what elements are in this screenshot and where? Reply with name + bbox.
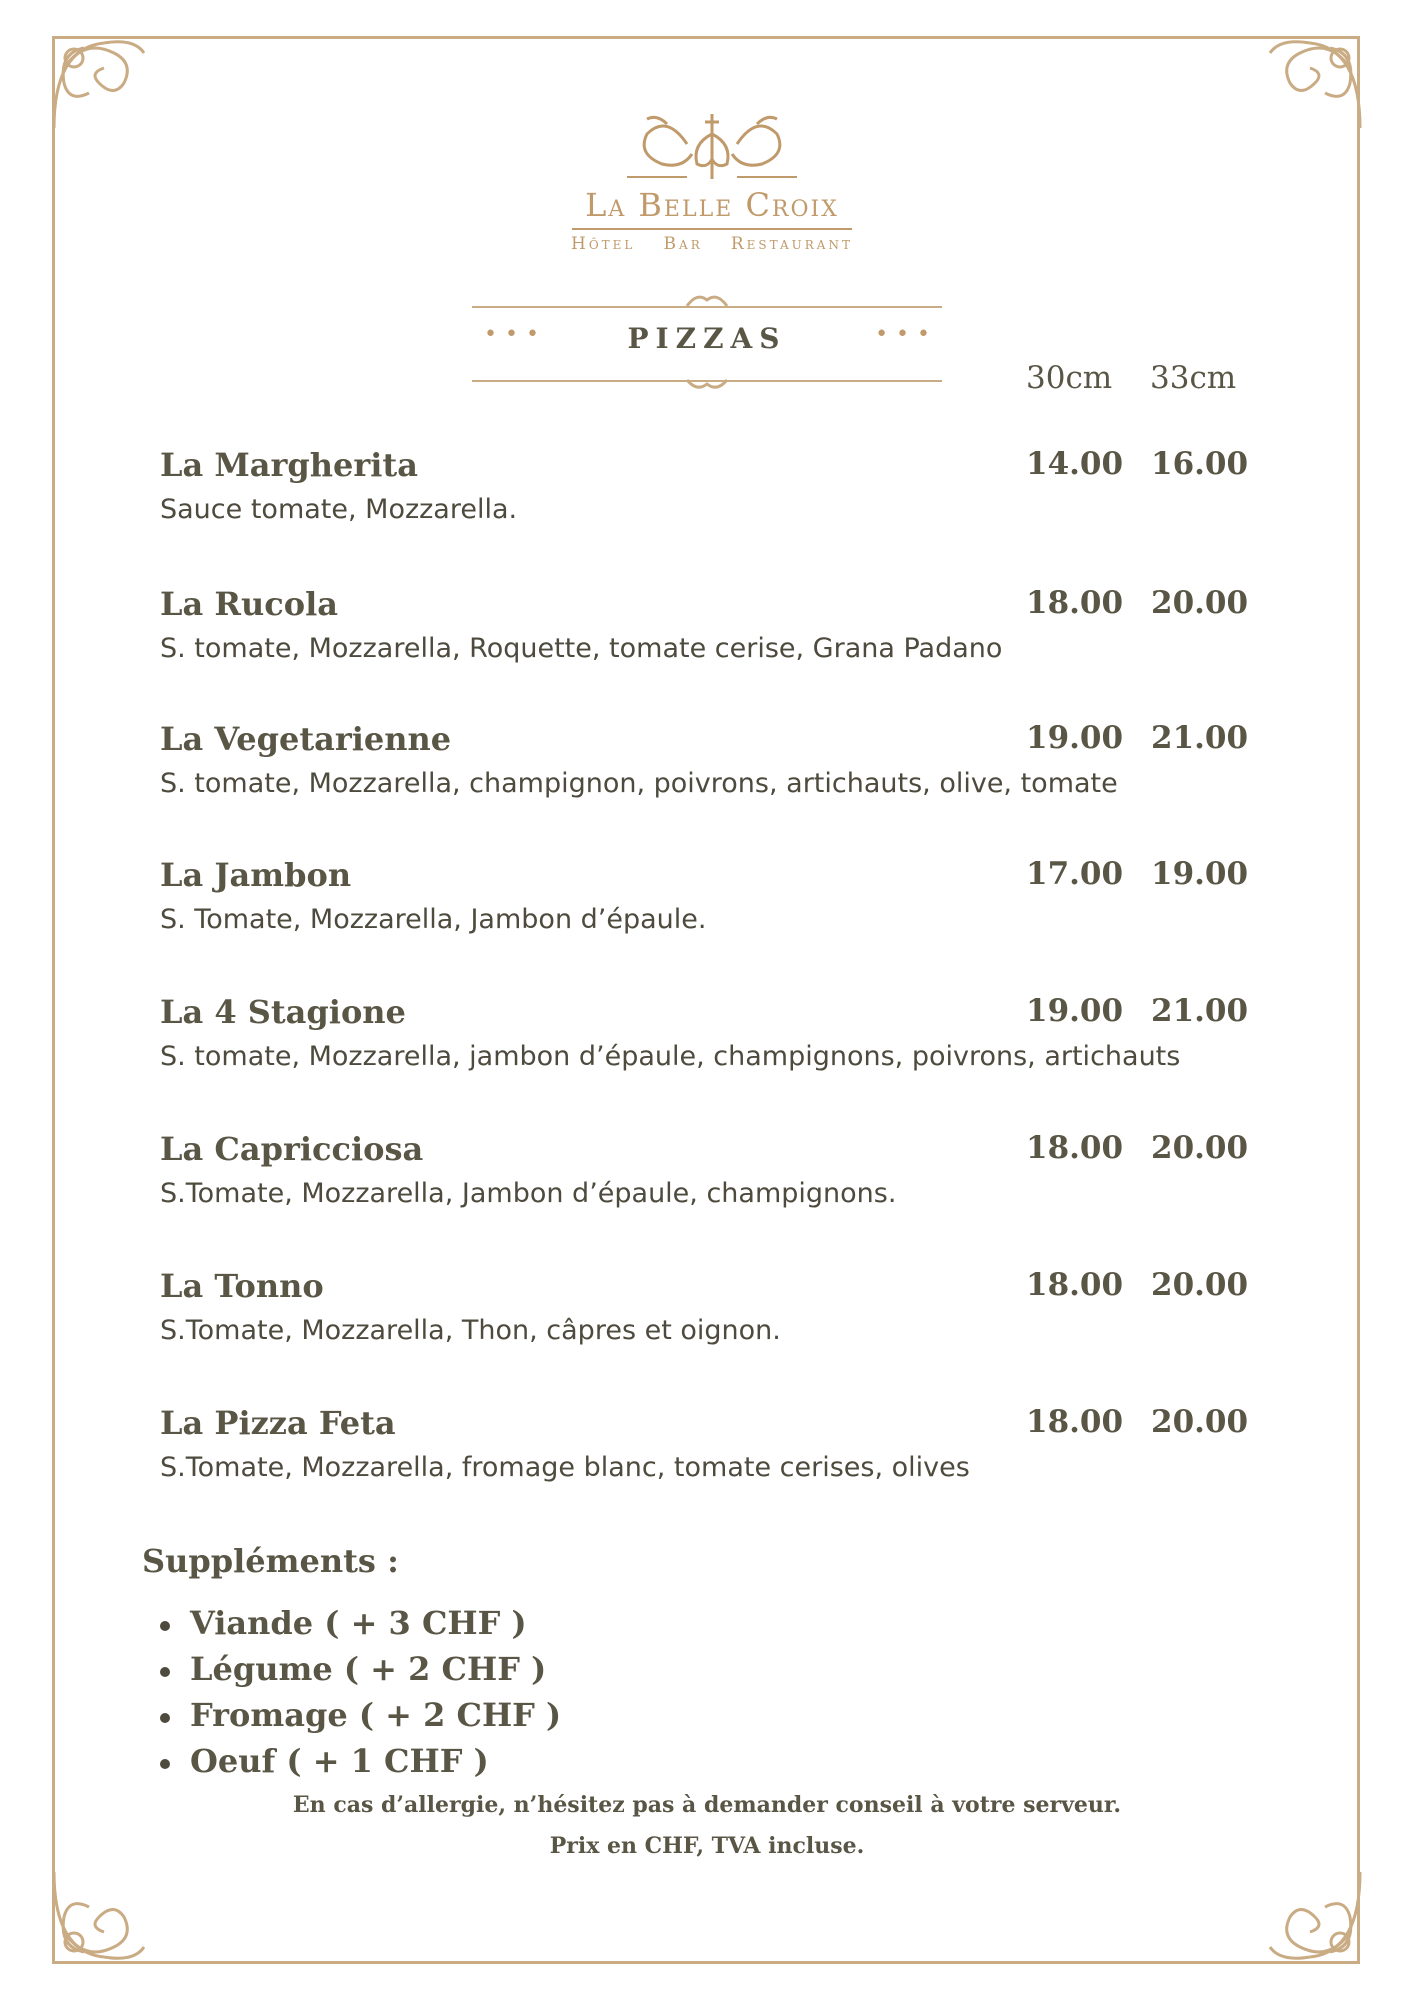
item-description: Sauce tomate, Mozzarella.	[160, 494, 518, 525]
brand-subtitle	[571, 234, 853, 254]
item-name: La Vegetarienne	[160, 720, 452, 758]
item-name: La 4 Stagione	[160, 993, 406, 1031]
supplement-label: Oeuf ( + 1 CHF )	[190, 1742, 489, 1780]
price-33: 19.00	[1151, 856, 1249, 892]
item-name: La Tonno	[160, 1267, 324, 1305]
price-33: 20.00	[1151, 1404, 1249, 1440]
item-name: La Capricciosa	[160, 1130, 424, 1168]
bullet-icon	[160, 1759, 170, 1769]
size-header-33: 33cm	[1150, 360, 1237, 396]
list-item	[160, 1738, 561, 1784]
list-item	[160, 1646, 561, 1692]
item-description: S. tomate, Mozzarella, jambon d’épaule, champignons, poivrons, artichauts	[160, 1041, 1181, 1072]
price-30: 19.00	[1026, 720, 1124, 756]
left-dots-icon: •••	[484, 322, 547, 347]
menu-item	[160, 856, 1260, 935]
price-33: 21.00	[1151, 993, 1249, 1029]
brand-subtitle-restaurant: Restaurant	[730, 234, 853, 254]
item-name: La Rucola	[160, 585, 338, 623]
price-33: 20.00	[1151, 1267, 1249, 1303]
price-33: 20.00	[1151, 1130, 1249, 1166]
item-description: S. tomate, Mozzarella, Roquette, tomate cerise, Grana Padano	[160, 633, 1003, 664]
price-30: 17.00	[1026, 856, 1124, 892]
menu-item	[160, 585, 1260, 664]
corner-ornament-icon	[44, 1862, 154, 1972]
bullet-icon	[160, 1621, 170, 1631]
menu-item	[160, 1130, 1260, 1209]
right-dots-icon: •••	[875, 322, 938, 347]
brand-name: La Belle Croix	[585, 186, 839, 224]
corner-ornament-icon	[44, 28, 154, 138]
item-name: La Margherita	[160, 446, 418, 484]
item-description: S. tomate, Mozzarella, champignon, poivrons, artichauts, olive, tomate	[160, 768, 1118, 799]
corner-ornament-icon	[1260, 1862, 1370, 1972]
item-name: La Jambon	[160, 856, 352, 894]
section-title: PIZZAS	[627, 322, 787, 355]
price-30: 18.00	[1026, 1267, 1124, 1303]
brand-logo	[567, 104, 857, 264]
price-30: 18.00	[1026, 1404, 1124, 1440]
item-description: S. Tomate, Mozzarella, Jambon d’épaule.	[160, 904, 707, 935]
brand-subtitle-hotel: Hôtel	[571, 234, 636, 254]
price-30: 14.00	[1026, 446, 1124, 482]
menu-item	[160, 720, 1260, 799]
list-item	[160, 1692, 561, 1738]
allergy-note: En cas d’allergie, n’hésitez pas à demander conseil à votre serveur.	[292, 1792, 1122, 1818]
brand-subtitle-bar: Bar	[663, 234, 703, 254]
price-33: 20.00	[1151, 585, 1249, 621]
supplements-list	[160, 1600, 561, 1784]
bullet-icon	[160, 1713, 170, 1723]
supplement-label: Viande ( + 3 CHF )	[190, 1604, 527, 1642]
fleur-de-lis-icon	[627, 104, 797, 184]
item-name: La Pizza Feta	[160, 1404, 396, 1442]
price-30: 18.00	[1026, 1130, 1124, 1166]
menu-item	[160, 446, 1260, 525]
price-33: 16.00	[1151, 446, 1249, 482]
item-description: S.Tomate, Mozzarella, fromage blanc, tomate cerises, olives	[160, 1452, 970, 1483]
price-30: 19.00	[1026, 993, 1124, 1029]
menu-item	[160, 993, 1260, 1072]
price-note: Prix en CHF, TVA incluse.	[549, 1833, 865, 1859]
bullet-icon	[160, 1667, 170, 1677]
supplement-label: Fromage ( + 2 CHF )	[190, 1696, 562, 1734]
item-description: S.Tomate, Mozzarella, Jambon d’épaule, champignons.	[160, 1178, 897, 1209]
menu-item	[160, 1404, 1260, 1483]
item-description: S.Tomate, Mozzarella, Thon, câpres et oignon.	[160, 1315, 781, 1346]
section-header	[472, 292, 942, 392]
price-30: 18.00	[1026, 585, 1124, 621]
price-33: 21.00	[1151, 720, 1249, 756]
menu-item	[160, 1267, 1260, 1346]
brand-divider	[572, 228, 852, 230]
corner-ornament-icon	[1260, 28, 1370, 138]
size-header-30: 30cm	[1026, 360, 1113, 396]
list-item	[160, 1600, 561, 1646]
supplements-title: Suppléments :	[142, 1542, 399, 1580]
supplement-label: Légume ( + 2 CHF )	[190, 1650, 547, 1688]
